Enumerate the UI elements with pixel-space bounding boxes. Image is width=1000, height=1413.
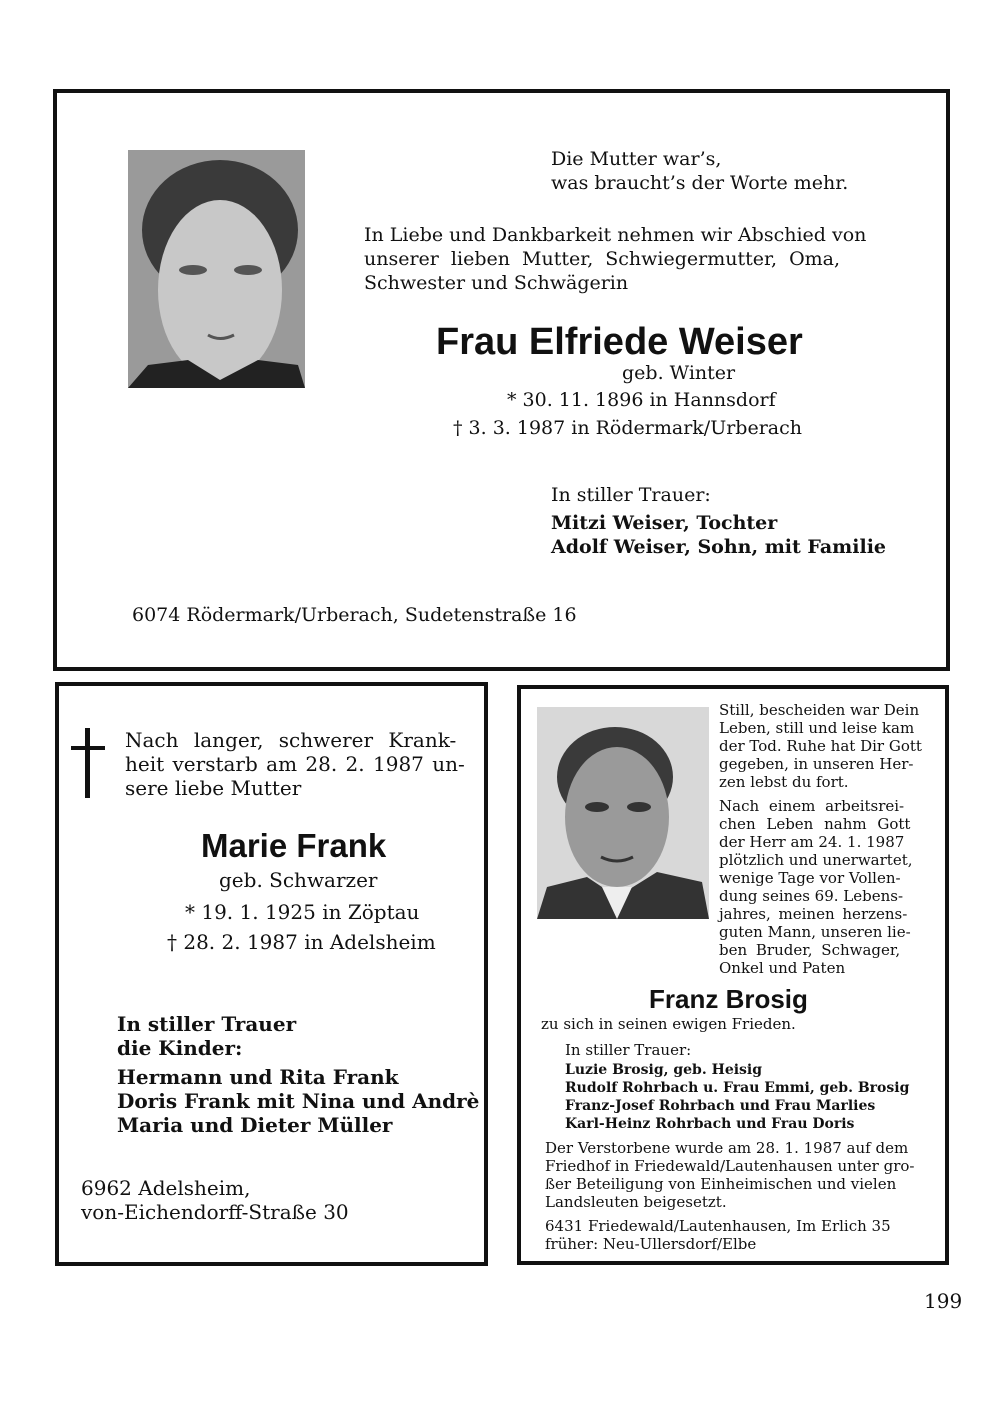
- address: 6074 Rödermark/Urberach, Sudetenstraße 16: [132, 604, 577, 626]
- deceased-name: Marie Frank: [201, 827, 387, 864]
- notice-text-line: chen Leben nahm Gott: [719, 815, 911, 833]
- mourner: Hermann und Rita Frank: [117, 1065, 399, 1089]
- notice-text-line: Nach langer, schwerer Krank-: [125, 728, 457, 752]
- mourner: Rudolf Rohrbach u. Frau Emmi, geb. Brosig: [565, 1080, 910, 1096]
- mourner: Mitzi Weiser, Tochter: [551, 512, 778, 534]
- notice-text-line: jahres, meinen herzens-: [719, 905, 908, 923]
- after-name-text: zu sich in seinen ewigen Frieden.: [541, 1015, 796, 1033]
- death-date: † 28. 2. 1987 in Adelsheim: [167, 930, 436, 954]
- mourning-label: In stiller Trauer: [117, 1012, 297, 1036]
- poem-line: gegeben, in unseren Her-: [719, 755, 914, 773]
- intro-line: In Liebe und Dankbarkeit nehmen wir Abschied von: [364, 224, 867, 246]
- address-line: 6962 Adelsheim,: [81, 1176, 251, 1200]
- address-line: 6431 Friedewald/Lautenhausen, Im Erlich 35: [545, 1217, 891, 1235]
- maiden-name: geb. Schwarzer: [219, 868, 378, 892]
- birth-date: * 19. 1. 1925 in Zöptau: [185, 900, 420, 924]
- notice-text-line: dung seines 69. Lebens-: [719, 887, 904, 905]
- poem-line: Still, bescheiden war Dein: [719, 701, 920, 719]
- intro-line: unserer lieben Mutter, Schwiegermutter, Oma,: [364, 248, 841, 270]
- notice-text-line: Nach einem arbeitsrei-: [719, 797, 905, 815]
- notice-text-line: heit verstarb am 28. 2. 1987 un-: [125, 752, 465, 776]
- address-line: von-Eichendorff-Straße 30: [81, 1200, 349, 1224]
- death-date: † 3. 3. 1987 in Rödermark/Urberach: [453, 417, 802, 439]
- mourner: Luzie Brosig, geb. Heisig: [565, 1062, 763, 1078]
- notice-text-line: sere liebe Mutter: [125, 776, 302, 800]
- portrait-photo-man: [537, 707, 709, 919]
- cross-icon: [71, 728, 105, 798]
- notice-text-line: plötzlich und unerwartet,: [719, 851, 913, 869]
- notice-text-line: ben Bruder, Schwager,: [719, 941, 901, 959]
- mourner: Maria und Dieter Müller: [117, 1113, 393, 1137]
- notice-text-line: Onkel und Paten: [719, 959, 846, 977]
- deceased-name: Frau Elfriede Weiser: [436, 321, 803, 363]
- mourner: Doris Frank mit Nina und Andrè: [117, 1089, 480, 1113]
- mourning-label: In stiller Trauer:: [551, 484, 711, 506]
- poem-line: zen lebst du fort.: [719, 773, 849, 791]
- poem-line: Leben, still und leise kam: [719, 719, 915, 737]
- notice-franz-brosig: [517, 685, 949, 1265]
- burial-line: Landsleuten beigesetzt.: [545, 1193, 727, 1211]
- mourning-label: die Kinder:: [117, 1036, 243, 1060]
- notice-elfriede-weiser: [53, 89, 950, 671]
- page-number: 199: [924, 1289, 963, 1313]
- deceased-name: Franz Brosig: [649, 984, 808, 1014]
- poem-line: der Tod. Ruhe hat Dir Gott: [719, 737, 922, 755]
- burial-line: Friedhof in Friedewald/Lautenhausen unter gro-: [545, 1157, 915, 1175]
- maiden-name: geb. Winter: [622, 362, 736, 384]
- address-line: früher: Neu-Ullersdorf/Elbe: [545, 1235, 757, 1253]
- notice-text-line: wenige Tage vor Vollen-: [719, 869, 901, 887]
- burial-line: Der Verstorbene wurde am 28. 1. 1987 auf dem: [545, 1139, 909, 1157]
- motto-line: was braucht’s der Worte mehr.: [551, 172, 849, 194]
- motto-line: Die Mutter war’s,: [551, 148, 722, 170]
- mourner: Franz-Josef Rohrbach und Frau Marlies: [565, 1098, 876, 1114]
- burial-line: ßer Beteiligung von Einheimischen und vielen: [545, 1175, 897, 1193]
- intro-line: Schwester und Schwägerin: [364, 272, 629, 294]
- birth-date: * 30. 11. 1896 in Hannsdorf: [507, 389, 776, 411]
- mourner: Adolf Weiser, Sohn, mit Familie: [551, 536, 887, 558]
- notice-text-line: guten Mann, unseren lie-: [719, 923, 911, 941]
- portrait-photo-woman: [128, 150, 305, 388]
- notice-marie-frank: [55, 682, 488, 1266]
- mourner: Karl-Heinz Rohrbach und Frau Doris: [565, 1116, 855, 1132]
- notice-text-line: der Herr am 24. 1. 1987: [719, 833, 905, 851]
- mourning-label: In stiller Trauer:: [565, 1041, 692, 1059]
